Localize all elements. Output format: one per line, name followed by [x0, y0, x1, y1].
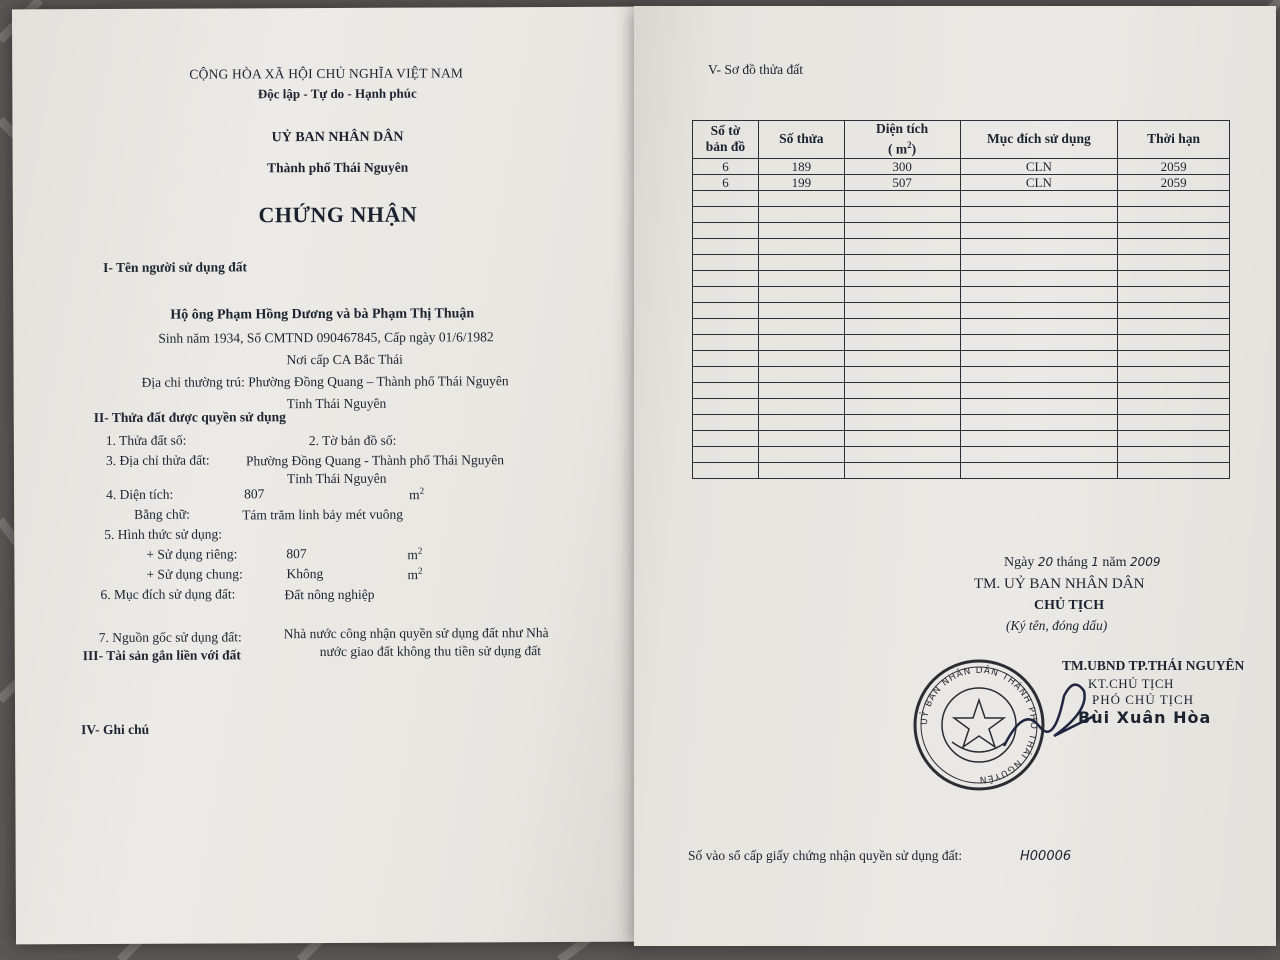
table-empty-cell: [758, 350, 844, 366]
table-empty-cell: [1118, 414, 1230, 430]
col-area: Diện tích ( $m^2$): [844, 121, 960, 159]
table-empty-cell: [693, 462, 759, 478]
shared-use-value: Không: [286, 566, 324, 582]
table-empty-row: [693, 254, 1230, 270]
shared-use-unit: $m^2$: [407, 565, 423, 583]
table-empty-cell: [758, 302, 844, 318]
table-empty-cell: [844, 462, 960, 478]
document-title: CHỨNG NHẬN: [258, 201, 418, 228]
table-empty-row: [693, 430, 1230, 446]
table-empty-cell: [844, 318, 960, 334]
table-empty-cell: [693, 430, 759, 446]
table-empty-cell: [960, 318, 1118, 334]
table-empty-cell: [960, 190, 1118, 206]
cell-term: 2059: [1118, 158, 1230, 174]
table-empty-cell: [758, 366, 844, 382]
table-empty-row: [693, 302, 1230, 318]
table-empty-cell: [1118, 238, 1230, 254]
private-use-label: + Sử dụng riêng:: [146, 546, 238, 562]
table-empty-cell: [844, 254, 960, 270]
table-empty-row: [693, 206, 1230, 222]
table-empty-cell: [960, 238, 1118, 254]
table-empty-cell: [960, 334, 1118, 350]
cell-map-sheet: 6: [693, 158, 759, 174]
shared-use-label: + Sử dụng chung:: [146, 566, 243, 582]
table-empty-cell: [960, 206, 1118, 222]
area-label: 4. Diện tích:: [106, 486, 174, 502]
cell-area: 507: [844, 174, 960, 190]
cell-plot-number: 189: [758, 158, 844, 174]
col-purpose: Mục đích sử dụng: [960, 121, 1118, 159]
table-empty-cell: [844, 350, 960, 366]
plot-address-label: 3. Địa chỉ thửa đất:: [105, 452, 210, 468]
table-empty-row: [693, 318, 1230, 334]
table-empty-cell: [758, 430, 844, 446]
table-empty-cell: [844, 206, 960, 222]
certificate-left-page: [12, 7, 644, 945]
table-empty-cell: [1118, 302, 1230, 318]
map-sheet-label: 2. Tờ bản đồ số:: [308, 432, 397, 449]
owner-name: Hộ ông Phạm Hồng Dương và bà Phạm Thị Thuận: [170, 306, 475, 323]
table-empty-cell: [693, 238, 759, 254]
table-empty-cell: [844, 334, 960, 350]
table-empty-cell: [960, 430, 1118, 446]
table-empty-cell: [1118, 366, 1230, 382]
stamp-line-3: PHÓ CHỦ TỊCH: [1092, 692, 1195, 707]
table-empty-cell: [1118, 430, 1230, 446]
table-empty-cell: [693, 318, 759, 334]
table-empty-row: [693, 382, 1230, 398]
table-empty-cell: [844, 430, 960, 446]
area-words-label: Bằng chữ:: [134, 506, 190, 522]
table-empty-cell: [1118, 190, 1230, 206]
table-row: [693, 174, 1230, 190]
register-label: Số vào sổ cấp giấy chứng nhận quyền sử dụng đất:: [688, 848, 963, 863]
stamp-line-2: KT.CHỦ TỊCH: [1088, 676, 1174, 691]
table-empty-row: [693, 446, 1230, 462]
table-empty-cell: [844, 270, 960, 286]
table-empty-cell: [758, 414, 844, 430]
table-empty-cell: [1118, 382, 1230, 398]
owner-id-issuer: Nơi cấp CA Bắc Thái: [286, 351, 403, 368]
register-number: H00006: [1020, 849, 1072, 864]
section-4-heading: IV- Ghi chú: [81, 721, 150, 738]
stamp-line-1: TM.UBND TP.THÁI NGUYÊN: [1062, 658, 1245, 673]
table-empty-cell: [693, 414, 759, 430]
table-empty-cell: [960, 302, 1118, 318]
table-empty-cell: [960, 270, 1118, 286]
section-2-heading: II- Thửa đất được quyền sử dụng: [93, 409, 286, 426]
table-empty-row: [693, 334, 1230, 350]
table-empty-cell: [844, 446, 960, 462]
area-unit: $m^2$: [409, 485, 425, 503]
cell-purpose: CLN: [960, 158, 1118, 174]
col-plot-number: Số thửa: [758, 121, 844, 159]
table-empty-cell: [758, 446, 844, 462]
table-empty-cell: [960, 350, 1118, 366]
table-empty-cell: [693, 302, 759, 318]
section-5-heading: V- Sơ đồ thửa đất: [708, 62, 803, 77]
table-empty-row: [693, 350, 1230, 366]
city-name: Thành phố Thái Nguyên: [267, 159, 409, 176]
table-empty-cell: [844, 366, 960, 382]
table-empty-cell: [1118, 206, 1230, 222]
motto: Độc lập - Tự do - Hạnh phúc: [257, 85, 417, 102]
authority-name: UỶ BAN NHÂN DÂN: [271, 129, 404, 146]
table-empty-row: [693, 366, 1230, 382]
table-empty-cell: [960, 414, 1118, 430]
signing-organization: TM. UỶ BAN NHÂN DÂN: [974, 576, 1145, 592]
cell-term: 2059: [1118, 174, 1230, 190]
table-empty-cell: [1118, 286, 1230, 302]
table-empty-row: [693, 222, 1230, 238]
land-origin-value-1: Nhà nước công nhận quyền sử dụng đất như Nhà: [283, 625, 549, 642]
table-empty-row: [693, 462, 1230, 478]
table-empty-cell: [844, 302, 960, 318]
cell-map-sheet: 6: [693, 174, 759, 190]
section-1-heading: I- Tên người sử dụng đất: [103, 259, 247, 275]
table-empty-cell: [960, 382, 1118, 398]
table-empty-cell: [758, 318, 844, 334]
area-value: 807: [244, 486, 265, 502]
table-empty-cell: [844, 382, 960, 398]
table-empty-cell: [1118, 222, 1230, 238]
table-empty-cell: [1118, 254, 1230, 270]
table-empty-cell: [758, 190, 844, 206]
table-empty-row: [693, 414, 1230, 430]
land-purpose-label: 6. Mục đích sử dụng đất:: [100, 586, 236, 602]
table-empty-cell: [693, 446, 759, 462]
plot-address-province: Tỉnh Thái Nguyên: [286, 470, 387, 487]
table-empty-cell: [844, 286, 960, 302]
plot-number-label: 1. Thửa đất số:: [105, 432, 187, 448]
table-empty-cell: [844, 222, 960, 238]
signing-note: (Ký tên, đóng dấu): [1006, 618, 1108, 633]
table-empty-cell: [960, 398, 1118, 414]
table-empty-cell: [758, 334, 844, 350]
table-empty-cell: [844, 190, 960, 206]
owner-address: Địa chỉ thường trú: Phường Đồng Quang – Thành phố Thái Nguyên: [141, 373, 509, 390]
seal-text: UỶ BAN NHÂN DÂN THÀNH PHỐ THÁI NGUYÊN: [919, 665, 1039, 785]
table-empty-cell: [693, 334, 759, 350]
cell-purpose: CLN: [960, 174, 1118, 190]
table-empty-cell: [758, 462, 844, 478]
table-empty-cell: [1118, 462, 1230, 478]
table-empty-cell: [758, 206, 844, 222]
col-term: Thời hạn: [1118, 121, 1230, 159]
table-empty-cell: [960, 462, 1118, 478]
country-header: CỘNG HÒA XÃ HỘI CHỦ NGHĨA VIỆT NAM: [189, 65, 464, 82]
table-empty-cell: [1118, 350, 1230, 366]
table-empty-cell: [960, 286, 1118, 302]
table-empty-cell: [844, 414, 960, 430]
plot-address-value: Phường Đồng Quang - Thành phố Thái Nguyên: [245, 452, 505, 469]
private-use-value: 807: [286, 546, 307, 562]
table-empty-row: [693, 398, 1230, 414]
area-words-value: Tám trăm linh bảy mét vuông: [242, 506, 404, 523]
land-origin-value-2: nước giao đất không thu tiền sử dụng đất: [319, 643, 542, 660]
table-empty-cell: [693, 398, 759, 414]
table-empty-cell: [960, 254, 1118, 270]
section-3-heading: III- Tài sản gắn liền với đất: [82, 647, 241, 664]
table-header-row: [693, 121, 1230, 159]
issue-date: Ngày 20 tháng 1 năm 2009: [1004, 555, 1161, 570]
table-empty-cell: [693, 366, 759, 382]
table-empty-cell: [758, 382, 844, 398]
table-empty-cell: [1118, 398, 1230, 414]
table-empty-cell: [960, 366, 1118, 382]
table-empty-cell: [758, 238, 844, 254]
table-empty-cell: [960, 222, 1118, 238]
table-empty-cell: [844, 238, 960, 254]
table-empty-cell: [1118, 446, 1230, 462]
owner-province: Tỉnh Thái Nguyên: [286, 395, 387, 412]
table-empty-row: [693, 286, 1230, 302]
certificate-right-page: [634, 6, 1276, 946]
table-empty-cell: [758, 222, 844, 238]
usage-form-label: 5. Hình thức sử dụng:: [104, 526, 223, 542]
land-origin-label: 7. Nguồn gốc sử dụng đất:: [98, 629, 242, 646]
signer-name: Bùi Xuân Hòa: [1078, 708, 1212, 727]
signing-title: CHỦ TỊCH: [1034, 598, 1105, 613]
table-empty-cell: [693, 190, 759, 206]
table-empty-cell: [693, 254, 759, 270]
cell-plot-number: 199: [758, 174, 844, 190]
land-parcel-table: [692, 120, 1230, 479]
table-empty-cell: [758, 254, 844, 270]
table-empty-row: [693, 270, 1230, 286]
owner-birth-id: Sinh năm 1934, Số CMTND 090467845, Cấp ngày 01/6/1982: [158, 329, 494, 346]
land-purpose-value: Đất nông nghiệp: [284, 586, 375, 603]
table-empty-cell: [844, 398, 960, 414]
table-empty-cell: [693, 350, 759, 366]
table-empty-cell: [960, 446, 1118, 462]
table-empty-cell: [1118, 318, 1230, 334]
table-empty-cell: [693, 286, 759, 302]
col-map-sheet: Số tờ bản đồ: [693, 121, 759, 159]
table-empty-cell: [693, 382, 759, 398]
table-row: [693, 158, 1230, 174]
table-empty-cell: [693, 222, 759, 238]
table-empty-row: [693, 238, 1230, 254]
table-empty-cell: [1118, 334, 1230, 350]
table-empty-cell: [1118, 270, 1230, 286]
table-empty-cell: [693, 270, 759, 286]
cell-area: 300: [844, 158, 960, 174]
table-empty-cell: [693, 206, 759, 222]
private-use-unit: $m^2$: [407, 545, 423, 563]
table-empty-cell: [758, 398, 844, 414]
table-empty-cell: [758, 270, 844, 286]
table-empty-cell: [758, 286, 844, 302]
table-empty-row: [693, 190, 1230, 206]
